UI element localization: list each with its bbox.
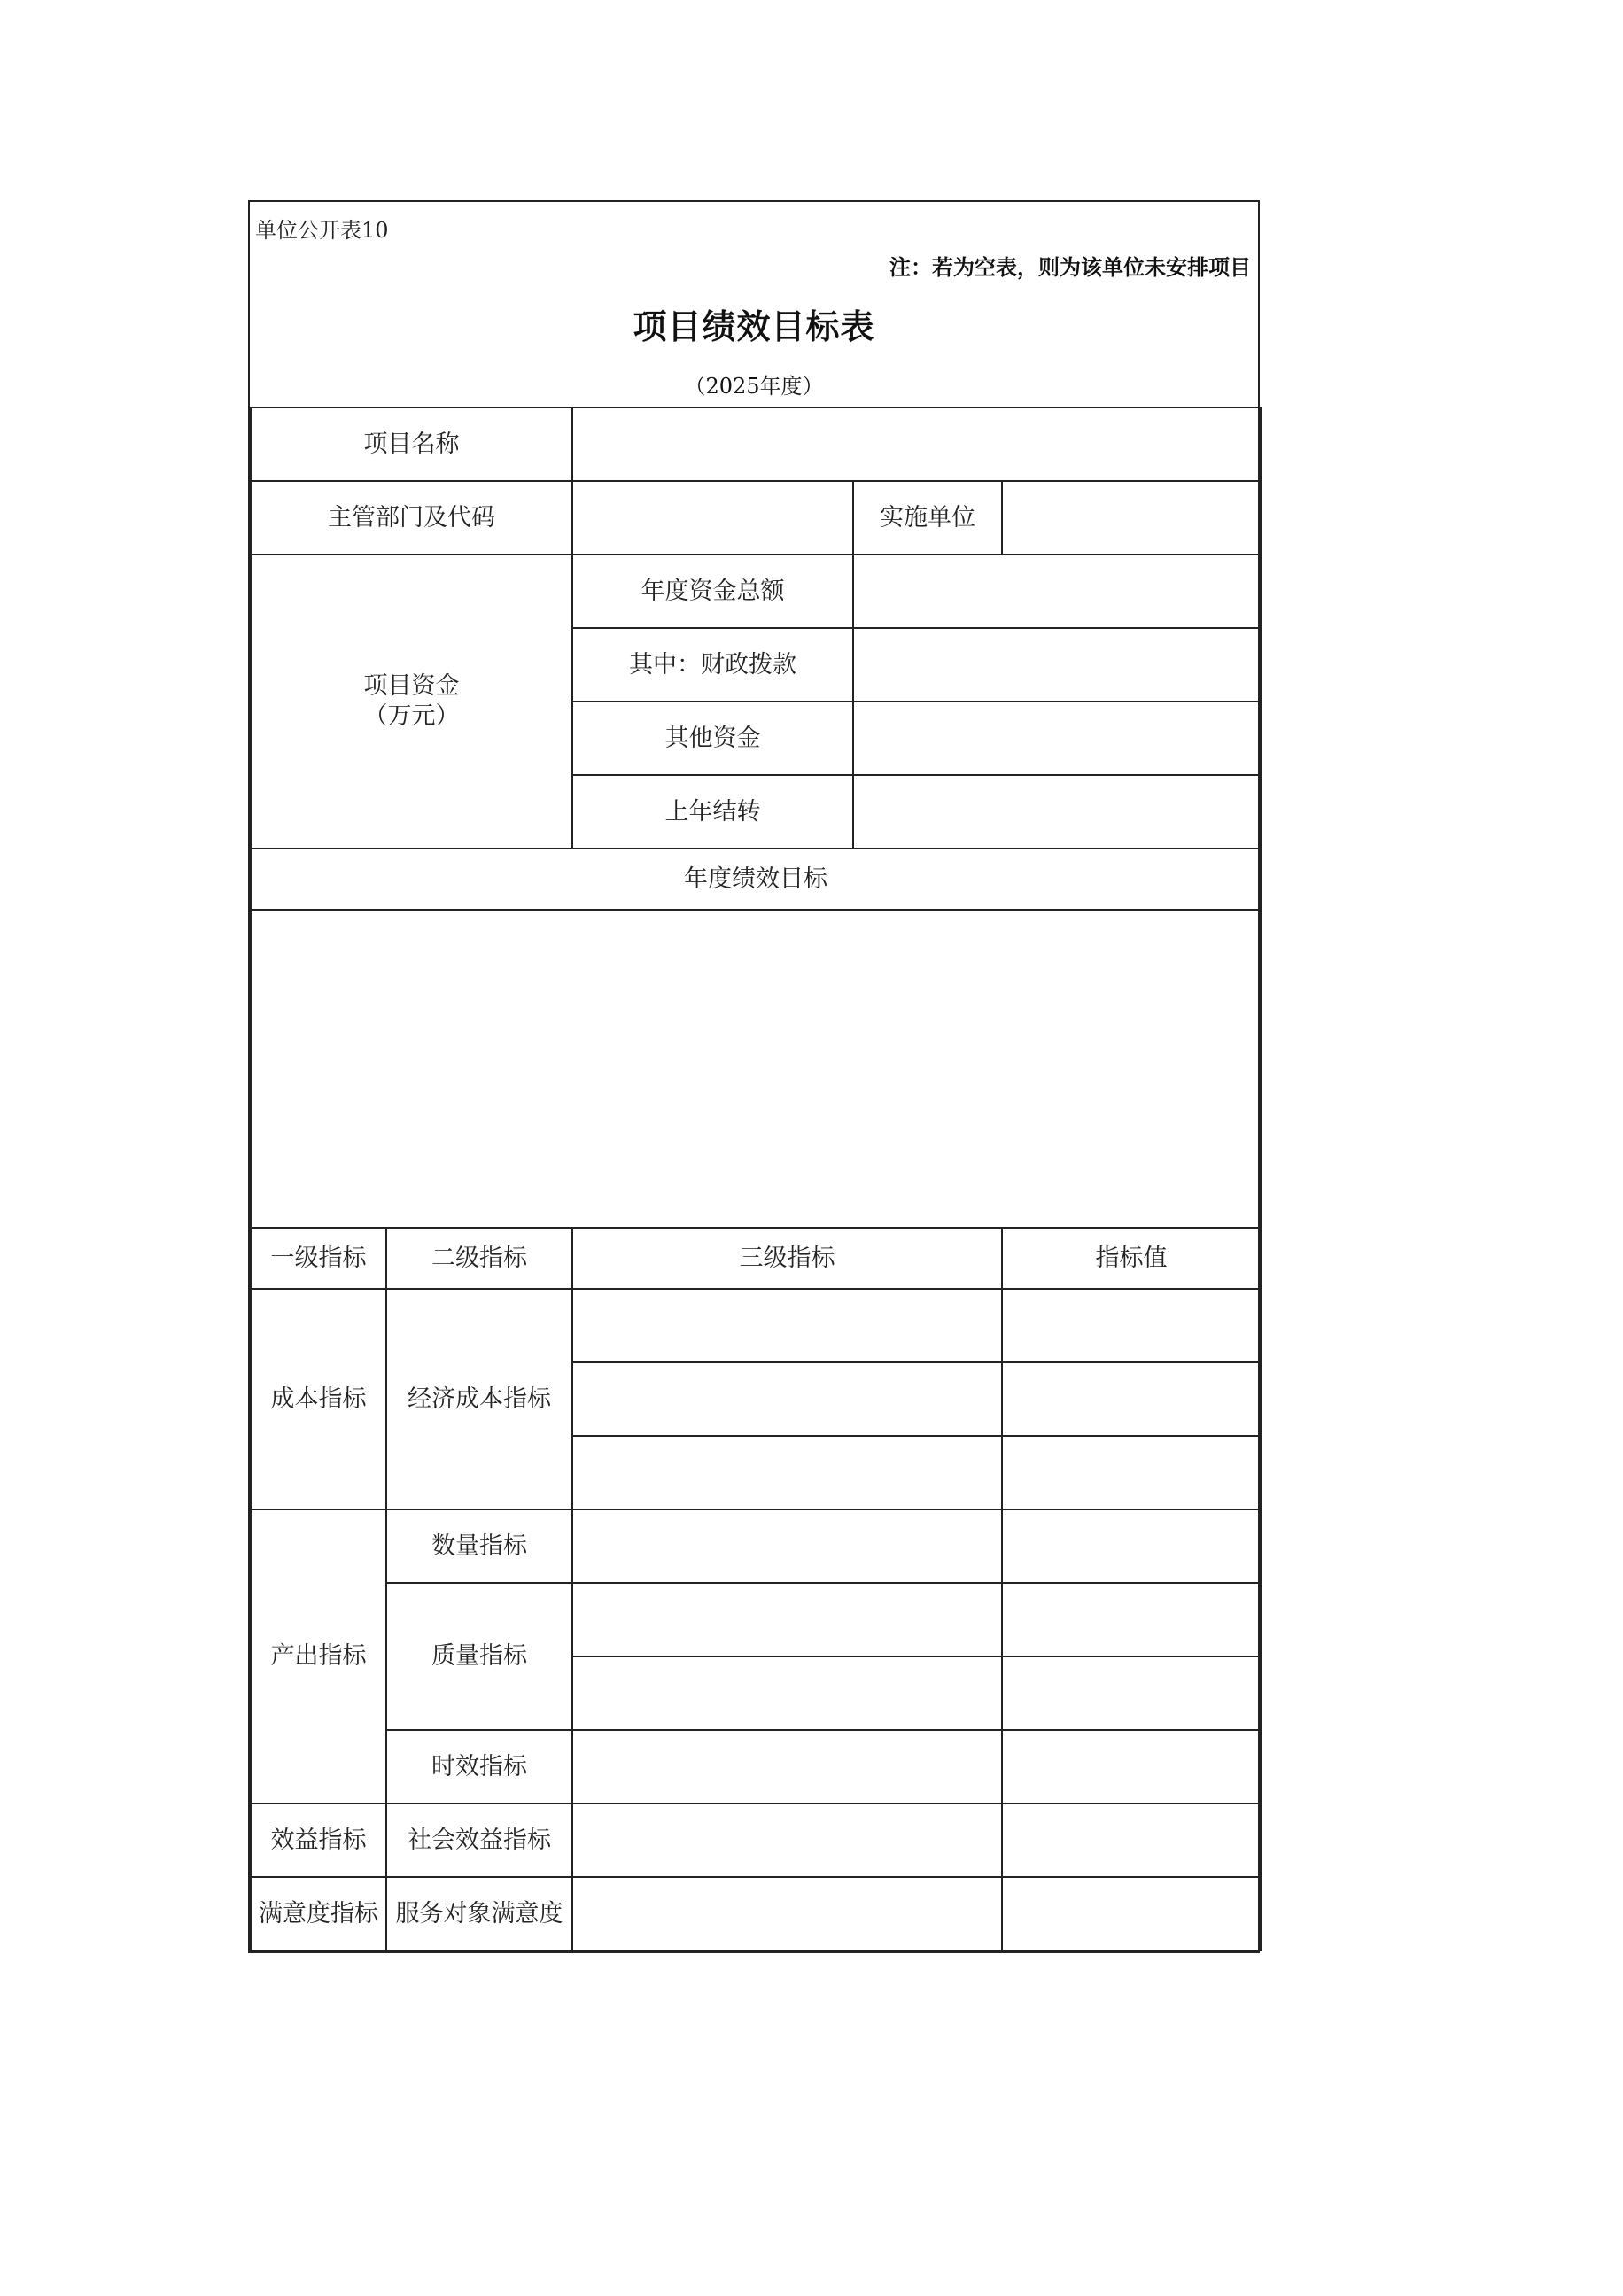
satisfaction-level2: 服务对象满意度 bbox=[386, 1877, 572, 1951]
output-quality-value-1[interactable] bbox=[1002, 1583, 1261, 1656]
satisfaction-level3[interactable] bbox=[572, 1877, 1002, 1951]
output-level1: 产出指标 bbox=[251, 1509, 386, 1803]
output-quantity-level3[interactable] bbox=[572, 1509, 1002, 1583]
row-indicator-header bbox=[251, 1228, 1261, 1289]
cost-value-2[interactable] bbox=[1002, 1362, 1261, 1436]
output-quality-level3-1[interactable] bbox=[572, 1583, 1002, 1656]
row-department bbox=[251, 481, 1261, 555]
benefit-level2: 社会效益指标 bbox=[386, 1803, 572, 1877]
form-number: 单位公开表10 bbox=[255, 218, 389, 243]
funds-carryover-value[interactable] bbox=[853, 775, 1261, 849]
header-level2: 二级指标 bbox=[386, 1228, 572, 1289]
row-project-name bbox=[251, 407, 1261, 481]
row-output-timeliness bbox=[251, 1730, 1261, 1803]
funds-other-value[interactable] bbox=[853, 702, 1261, 775]
cost-level2: 经济成本指标 bbox=[386, 1289, 572, 1509]
annual-goal-value[interactable] bbox=[251, 910, 1261, 1228]
cost-level1: 成本指标 bbox=[251, 1289, 386, 1509]
satisfaction-value[interactable] bbox=[1002, 1877, 1261, 1951]
row-cost-1 bbox=[251, 1289, 1261, 1362]
output-timeliness-value[interactable] bbox=[1002, 1730, 1261, 1803]
benefit-level1: 效益指标 bbox=[251, 1803, 386, 1877]
row-benefit bbox=[251, 1803, 1261, 1877]
empty-table-note: 注：若为空表，则为该单位未安排项目 bbox=[889, 255, 1251, 280]
row-output-quantity bbox=[251, 1509, 1261, 1583]
row-funds-total bbox=[251, 555, 1261, 628]
row-annual-goal-body bbox=[251, 910, 1261, 1228]
output-quantity-value[interactable] bbox=[1002, 1509, 1261, 1583]
dept-value[interactable] bbox=[572, 481, 853, 555]
output-quality-label: 质量指标 bbox=[386, 1583, 572, 1730]
row-output-quality-1 bbox=[251, 1583, 1261, 1656]
cost-level3-3[interactable] bbox=[572, 1436, 1002, 1509]
output-quality-level3-2[interactable] bbox=[572, 1656, 1002, 1730]
cost-level3-1[interactable] bbox=[572, 1289, 1002, 1362]
output-timeliness-label: 时效指标 bbox=[386, 1730, 572, 1803]
performance-target-form bbox=[248, 200, 1260, 1953]
dept-label: 主管部门及代码 bbox=[251, 481, 572, 555]
header-level3: 三级指标 bbox=[572, 1228, 1002, 1289]
funds-item-total: 年度资金总额 bbox=[572, 555, 853, 628]
cost-level3-2[interactable] bbox=[572, 1362, 1002, 1436]
funds-item-carryover: 上年结转 bbox=[572, 775, 853, 849]
impl-unit-label: 实施单位 bbox=[853, 481, 1002, 555]
form-table bbox=[250, 407, 1262, 1951]
funds-fiscal-value[interactable] bbox=[853, 628, 1261, 702]
output-quality-value-2[interactable] bbox=[1002, 1656, 1261, 1730]
row-annual-goal-header bbox=[251, 849, 1261, 910]
project-name-label: 项目名称 bbox=[251, 407, 572, 481]
header-level1: 一级指标 bbox=[251, 1228, 386, 1289]
funds-item-other: 其他资金 bbox=[572, 702, 853, 775]
output-quantity-label: 数量指标 bbox=[386, 1509, 572, 1583]
annual-goal-label: 年度绩效目标 bbox=[251, 849, 1261, 910]
funds-label-line1: 项目资金 bbox=[363, 672, 460, 701]
benefit-level3[interactable] bbox=[572, 1803, 1002, 1877]
funds-total-value[interactable] bbox=[853, 555, 1261, 628]
row-satisfaction bbox=[251, 1877, 1261, 1951]
fiscal-year: （2025年度） bbox=[684, 374, 824, 399]
funds-item-fiscal: 其中：财政拨款 bbox=[572, 628, 853, 702]
output-timeliness-level3[interactable] bbox=[572, 1730, 1002, 1803]
benefit-value[interactable] bbox=[1002, 1803, 1261, 1877]
funds-label bbox=[251, 555, 572, 849]
impl-unit-value[interactable] bbox=[1002, 481, 1261, 555]
cost-value-1[interactable] bbox=[1002, 1289, 1261, 1362]
header-value: 指标值 bbox=[1002, 1228, 1261, 1289]
funds-label-line2: （万元） bbox=[363, 702, 460, 730]
page-title: 项目绩效目标表 bbox=[633, 306, 875, 346]
project-name-value[interactable] bbox=[572, 407, 1261, 481]
cost-value-3[interactable] bbox=[1002, 1436, 1261, 1509]
satisfaction-level1: 满意度指标 bbox=[251, 1877, 386, 1951]
